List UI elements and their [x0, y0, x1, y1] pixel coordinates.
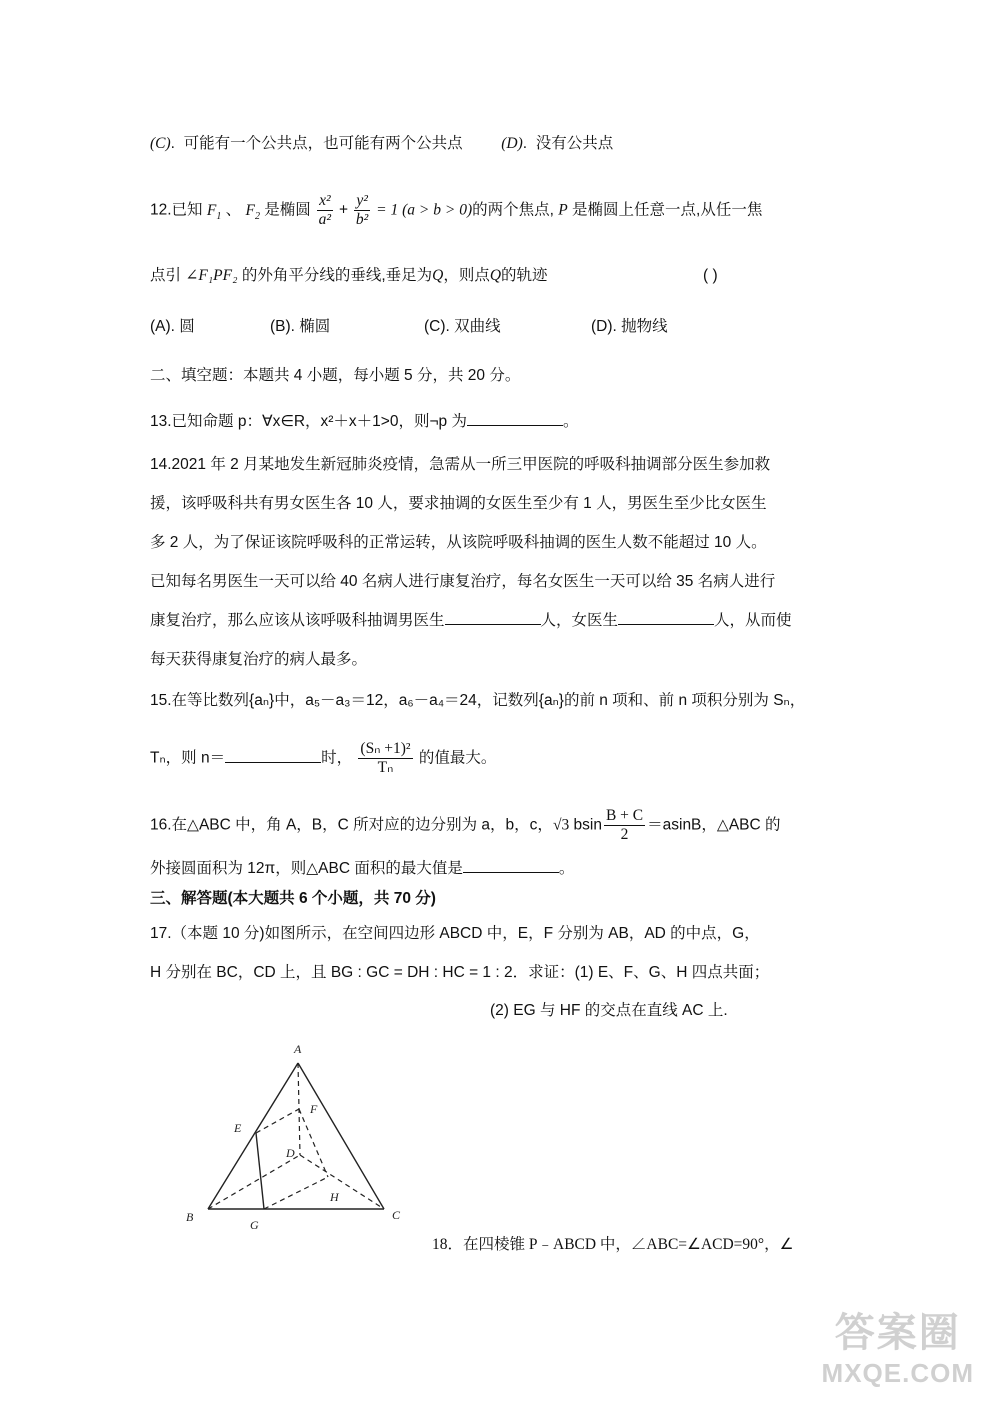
segment-eg — [256, 1133, 264, 1209]
sqrt-3: √3 — [552, 816, 570, 834]
label-e: E — [234, 1121, 242, 1135]
q12-ellipse-word: 是椭圆 — [264, 201, 311, 219]
q11-option-c-text: 可能有一个公共点，也可能有两个公共点 — [183, 135, 463, 152]
segment-gh — [264, 1177, 328, 1209]
q12-separator: 、 — [225, 201, 242, 219]
label-a: A — [294, 1042, 302, 1056]
edge-ab — [208, 1063, 298, 1209]
q16-area-text: 外接圆面积为 12π，则△ABC 面积的最大值是 — [150, 860, 463, 877]
q17-line-1: 17.（本题 10 分)如图所示，在空间四边形 ABCD 中，E，F 分别为 AB，AD 的中点，G， — [150, 925, 760, 942]
q14-female-blank — [618, 610, 714, 625]
label-b: B — [186, 1210, 194, 1224]
q16-line-2 — [150, 858, 574, 880]
angle-f1pf2: ∠F₁PF₂ — [185, 267, 238, 284]
q12-text-arbitrary: 是椭圆上任意一点,从任一焦 — [572, 201, 763, 219]
edge-cd — [300, 1155, 384, 1209]
q12-answer-paren: ( ) — [703, 267, 718, 284]
q15-when-text: 时， — [321, 749, 353, 767]
q11-option-d-text: 没有公共点 — [535, 135, 614, 152]
q16-line-1 — [150, 807, 781, 844]
q16-bsin: bsin — [573, 816, 602, 834]
q16-asinb: ＝asinB，△ABC 的 — [647, 816, 781, 834]
ellipse-fraction-x: $\frac{\text{x²}}{\text{a²}}$ — [318, 192, 332, 228]
q14-line-3: 多 2 人，为了保证该院呼吸科的正常运转，从该院呼吸科抽调的医生人数不能超过 10 人。 — [150, 534, 767, 551]
q17-line-2: H 分别在 BC，CD 上，且 BG : GC = DH : HC = 1 : 2．求证：(1) E、F、G、H 四点共面； — [150, 964, 770, 981]
q14-so-text: 人，从而使 — [714, 612, 792, 629]
q17-line-3: (2) EG 与 HF 的交点在直线 AC 上. — [490, 1002, 728, 1019]
q15-n-text: Tₙ，则 n＝ — [150, 749, 226, 767]
q11-option-c-label: (C) — [150, 135, 171, 152]
q12-option-c: (C). 双曲线 — [424, 318, 501, 335]
point-p: P — [558, 201, 568, 219]
q18-text: 18．在四棱锥 P﹣ABCD 中，∠ABC=∠ACD=90°，∠ — [432, 1236, 794, 1253]
q13-end: 。 — [562, 413, 579, 430]
label-f: F — [310, 1102, 318, 1116]
q15-fraction: $\frac{\text{(Sₙ +1)²}}{\text{Tₙ}}$ — [360, 740, 411, 776]
q16-fraction: $\frac{B + C}{2}$ — [605, 807, 644, 843]
q11-option-d-label: (D) — [501, 135, 523, 152]
q12-option-a: (A). 圆 — [150, 318, 195, 335]
label-c: C — [392, 1208, 401, 1222]
q12-option-d: (D). 抛物线 — [591, 318, 668, 335]
ellipse-fraction-y: $\frac{\text{y²}}{\text{b²}}$ — [355, 192, 369, 228]
q14-line-6: 每天获得康复治疗的病人最多。 — [150, 651, 368, 668]
label-h: H — [330, 1190, 339, 1204]
tetrahedron-figure — [170, 1035, 410, 1235]
q12-line-2 — [150, 265, 548, 287]
focus-f1: $F_1$ — [206, 201, 222, 222]
point-q-2: Q — [489, 267, 502, 284]
q14-line-2: 援，该呼吸科共有男女医生各 10 人，要求抽调的女医生至少有 1 人，男医生至少比女医生 — [150, 495, 767, 512]
section-3-heading: 三、解答题(本大题共 6 个小题，共 70 分) — [150, 890, 436, 907]
q12-text-foci: 的两个焦点, — [472, 201, 554, 219]
focus-f2: $F_2$ — [245, 201, 260, 222]
q12-intro: 12.已知 — [150, 201, 203, 219]
section-2-heading: 二、填空题：本题共 4 小题，每小题 5 分，共 20 分。 — [150, 367, 521, 384]
q14-line-5 — [150, 610, 792, 632]
label-d: D — [286, 1146, 295, 1160]
q14-female-text: 人，女医生 — [540, 612, 619, 629]
q11-options-cd: (C). 可能有一个公共点，也可能有两个公共点 (D). 没有公共点 — [150, 135, 614, 152]
q14-line-1: 14.2021 年 2 月某地发生新冠肺炎疫情，急需从一所三甲医院的呼吸科抽调部分医生参加救 — [150, 456, 771, 473]
q16-text: 16.在△ABC 中，角 A，B，C 所对应的边分别为 a，b，c， — [150, 816, 553, 834]
q14-male-text: 康复治疗，那么应该从该呼吸科抽调男医生 — [150, 612, 445, 629]
q15-blank — [225, 748, 321, 763]
watermark-logo — [822, 1301, 974, 1389]
watermark-top: 答案圈 — [834, 1311, 961, 1355]
plus-sign: + — [338, 201, 348, 219]
point-q: Q — [432, 267, 444, 284]
q15-max-text: 的值最大。 — [418, 749, 497, 767]
q14-line-4: 已知每名男医生一天可以给 40 名病人进行康复治疗，每名女医生一天可以给 35 名病人进行 — [150, 573, 776, 590]
q16-end: 。 — [558, 860, 575, 877]
edge-bd — [208, 1155, 300, 1209]
label-g: G — [250, 1218, 259, 1232]
q12-text-then: ，则点 — [443, 267, 490, 284]
segment-fh — [299, 1109, 328, 1177]
q13 — [150, 411, 578, 433]
q14-male-blank — [445, 610, 541, 625]
q13-blank — [467, 411, 563, 426]
watermark-bottom: MXQE.COM — [821, 1358, 974, 1388]
q13-text: 13.已知命题 p：∀x∈R，x²＋x＋1>0，则¬p 为 — [150, 413, 467, 430]
q12-text-from: 点引 — [150, 267, 182, 284]
q12-option-b: (B). 椭圆 — [270, 318, 331, 335]
q12-text-locus: 的轨迹 — [501, 267, 548, 284]
q12-line-1 — [150, 192, 762, 229]
q12-text-bisector: 的外角平分线的垂线,垂足为 — [241, 267, 433, 284]
q16-blank — [463, 858, 559, 873]
q15-line-1: 15.在等比数列{aₙ}中，a₅－a₃＝12，a₆－a₄＝24，记数列{aₙ}的前 n 项和、前 n 项积分别为 Sₙ， — [150, 692, 806, 709]
ellipse-equation-rhs: = 1 (a > b > 0) — [376, 201, 473, 219]
q15-line-2 — [150, 740, 496, 777]
